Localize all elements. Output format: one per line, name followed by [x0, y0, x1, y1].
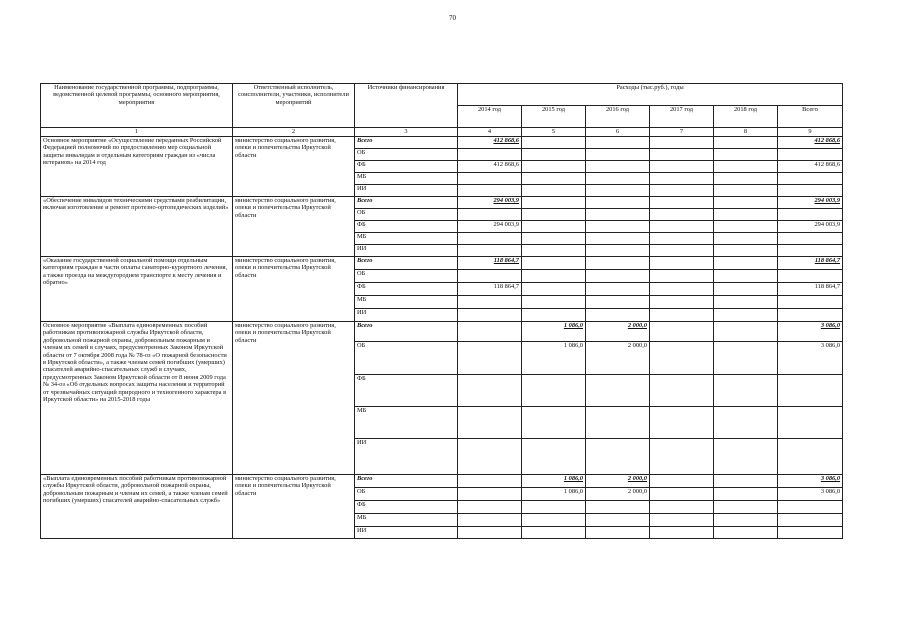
funding-source: МБ — [355, 233, 458, 245]
value-cell — [458, 173, 522, 185]
value-cell — [714, 233, 778, 245]
column-number: 8 — [714, 128, 778, 137]
value-cell — [522, 161, 586, 173]
value-cell — [458, 322, 522, 342]
header-total: Всего — [778, 106, 843, 128]
financing-table — [40, 83, 843, 539]
total-cell: 118 864,7 — [778, 283, 843, 296]
total-cell — [778, 375, 843, 407]
header-source: Источники финансирования — [355, 84, 458, 128]
funding-source: ФБ — [355, 501, 458, 514]
value-cell — [522, 173, 586, 185]
total-cell: 3 086,0 — [778, 322, 843, 342]
value-cell — [458, 407, 522, 439]
funding-source: ОБ — [355, 149, 458, 161]
value-cell — [458, 439, 522, 475]
column-number: 7 — [650, 128, 714, 137]
table-row — [41, 197, 843, 209]
value-cell: 2 000,0 — [586, 475, 650, 488]
value-cell — [650, 407, 714, 439]
row-executor: министерство социального развития, опеки и попечительства Иркутской области — [233, 197, 355, 257]
funding-source: МБ — [355, 173, 458, 185]
funding-source: Всего — [355, 137, 458, 149]
value-cell: 1 086,0 — [522, 475, 586, 488]
header-expenses: Расходы (тыс.руб.), годы — [458, 84, 843, 106]
value-cell — [522, 407, 586, 439]
total-cell — [778, 407, 843, 439]
value-cell — [650, 475, 714, 488]
total-cell: 412 868,6 — [778, 137, 843, 149]
row-executor: министерство социального развития, опеки и попечительства Иркутской области — [233, 257, 355, 322]
value-cell — [458, 501, 522, 514]
header-year: 2015 год — [522, 106, 586, 128]
value-cell — [586, 296, 650, 309]
value-cell — [714, 185, 778, 197]
value-cell — [522, 197, 586, 209]
funding-source: ИИ — [355, 185, 458, 197]
total-cell: 294 003,9 — [778, 197, 843, 209]
funding-source: ОБ — [355, 488, 458, 501]
total-cell — [778, 149, 843, 161]
column-number: 5 — [522, 128, 586, 137]
header-executor: Ответственный исполнитель, соисполнители, участники, исполнители мероприятий — [233, 84, 355, 128]
value-cell — [522, 309, 586, 322]
value-cell — [522, 221, 586, 233]
value-cell — [522, 375, 586, 407]
total-cell — [778, 296, 843, 309]
value-cell — [586, 527, 650, 539]
value-cell — [714, 309, 778, 322]
header-year: 2014 год — [458, 106, 522, 128]
table-row — [41, 257, 843, 270]
total-cell — [778, 270, 843, 283]
funding-source: МБ — [355, 407, 458, 439]
funding-source: Всего — [355, 475, 458, 488]
row-executor: министерство социального развития, опеки и попечительства Иркутской области — [233, 475, 355, 539]
value-cell — [458, 296, 522, 309]
value-cell — [586, 173, 650, 185]
column-number: 6 — [586, 128, 650, 137]
value-cell — [714, 245, 778, 257]
value-cell — [586, 221, 650, 233]
funding-source: Всего — [355, 197, 458, 209]
value-cell — [458, 233, 522, 245]
funding-source: МБ — [355, 514, 458, 527]
value-cell — [586, 185, 650, 197]
value-cell: 1 086,0 — [522, 322, 586, 342]
value-cell — [714, 501, 778, 514]
value-cell — [522, 233, 586, 245]
column-number: 3 — [355, 128, 458, 137]
header-name: Наименование государственной программы, подпрограммы, ведомственной целевой программы, основного мероприятия, мероприятия — [41, 84, 233, 128]
value-cell — [586, 514, 650, 527]
value-cell — [650, 283, 714, 296]
value-cell — [586, 375, 650, 407]
value-cell — [650, 488, 714, 501]
total-cell: 3 086,0 — [778, 475, 843, 488]
page-number: 70 — [449, 14, 456, 22]
value-cell: 118 864,7 — [458, 257, 522, 270]
value-cell: 412 868,6 — [458, 137, 522, 149]
row-name: Основное мероприятие «Осуществление переданных Российской Федерацией полномочий по предоставлению мер социальной защиты инвалидам и отдельным категориям граждан из «числа ветеранов» на 2014 год — [41, 137, 233, 197]
value-cell: 118 864,7 — [458, 283, 522, 296]
value-cell — [650, 173, 714, 185]
total-cell — [778, 233, 843, 245]
column-number: 2 — [233, 128, 355, 137]
table-row — [41, 137, 843, 149]
value-cell — [522, 514, 586, 527]
value-cell — [458, 488, 522, 501]
value-cell — [586, 137, 650, 149]
value-cell — [650, 137, 714, 149]
value-cell — [458, 375, 522, 407]
value-cell: 412 868,6 — [458, 161, 522, 173]
row-executor: министерство социального развития, опеки и попечительства Иркутской области — [233, 322, 355, 475]
funding-source: ФБ — [355, 375, 458, 407]
value-cell — [522, 439, 586, 475]
header-year: 2017 год — [650, 106, 714, 128]
funding-source: ФБ — [355, 161, 458, 173]
column-number: 4 — [458, 128, 522, 137]
value-cell — [650, 309, 714, 322]
total-cell: 3 086,0 — [778, 342, 843, 375]
table-row — [41, 322, 843, 342]
funding-source: ФБ — [355, 221, 458, 233]
value-cell — [714, 197, 778, 209]
value-cell — [650, 501, 714, 514]
value-cell — [458, 185, 522, 197]
value-cell — [714, 407, 778, 439]
total-cell — [778, 309, 843, 322]
value-cell — [714, 488, 778, 501]
value-cell — [522, 527, 586, 539]
total-cell: 294 003,9 — [778, 221, 843, 233]
value-cell — [522, 270, 586, 283]
value-cell — [458, 245, 522, 257]
value-cell — [458, 149, 522, 161]
value-cell — [522, 149, 586, 161]
value-cell — [714, 322, 778, 342]
value-cell — [714, 221, 778, 233]
value-cell — [586, 283, 650, 296]
value-cell — [586, 233, 650, 245]
header-year: 2016 год — [586, 106, 650, 128]
value-cell — [522, 283, 586, 296]
total-cell — [778, 439, 843, 475]
value-cell: 2 000,0 — [586, 342, 650, 375]
value-cell — [458, 475, 522, 488]
value-cell — [586, 407, 650, 439]
total-cell: 412 868,6 — [778, 161, 843, 173]
row-name: «Обеспечение инвалидов техническими средствами реабилитации, включая изготовление и ремонт протезно-ортопедических изделий» — [41, 197, 233, 257]
total-cell — [778, 209, 843, 221]
value-cell — [650, 514, 714, 527]
row-name: «Оказание государственной социальной помощи отдельным категориям граждан в части оплаты санаторно-курортного лечения, а также проезда на междугороднем транспорте к месту лечения и обратно» — [41, 257, 233, 322]
funding-source: ИИ — [355, 527, 458, 539]
value-cell — [650, 245, 714, 257]
row-name: Основное мероприятие «Выплата единовременных пособий работникам противопожарной службы Иркутской области, добровольной пожарной охраны, добровольным пожарным и членам их семей в случаях, предусмотренных Законом Иркутской области от 7 октября 2008 года № 78-оз «О пожарной безопасности в Иркутской области», а также членам семей погибших (умерших) спасателей аварийно-спасательных служб в случаях, предусмотренных Законом Иркутской области от 8 июня 2009 года № 34-оз «Об отдельных вопросах защиты населения и территорий от чрезвычайных ситуаций природного и техногенного характера в Иркутской области» на 2015-2018 годы — [41, 322, 233, 475]
value-cell — [522, 209, 586, 221]
value-cell — [586, 209, 650, 221]
value-cell — [522, 185, 586, 197]
table-row — [41, 475, 843, 488]
value-cell — [714, 149, 778, 161]
value-cell — [714, 439, 778, 475]
value-cell — [650, 257, 714, 270]
value-cell — [650, 375, 714, 407]
total-cell — [778, 173, 843, 185]
value-cell — [522, 257, 586, 270]
value-cell: 1 086,0 — [522, 342, 586, 375]
value-cell — [522, 137, 586, 149]
value-cell — [714, 296, 778, 309]
value-cell — [650, 270, 714, 283]
value-cell — [586, 309, 650, 322]
value-cell — [650, 149, 714, 161]
value-cell — [650, 233, 714, 245]
value-cell — [650, 197, 714, 209]
value-cell — [586, 149, 650, 161]
funding-source: ОБ — [355, 209, 458, 221]
total-cell — [778, 514, 843, 527]
value-cell — [586, 161, 650, 173]
value-cell — [650, 221, 714, 233]
total-cell: 3 086,0 — [778, 488, 843, 501]
value-cell — [650, 527, 714, 539]
value-cell — [586, 439, 650, 475]
funding-source: Всего — [355, 257, 458, 270]
funding-source: ОБ — [355, 342, 458, 375]
value-cell — [714, 161, 778, 173]
funding-source: ОБ — [355, 270, 458, 283]
value-cell: 294 003,9 — [458, 221, 522, 233]
value-cell — [522, 296, 586, 309]
value-cell — [522, 501, 586, 514]
value-cell — [586, 245, 650, 257]
funding-source: ИИ — [355, 245, 458, 257]
value-cell — [458, 514, 522, 527]
column-number: 9 — [778, 128, 843, 137]
total-cell — [778, 185, 843, 197]
value-cell — [714, 527, 778, 539]
total-cell — [778, 245, 843, 257]
value-cell — [586, 257, 650, 270]
value-cell — [714, 283, 778, 296]
value-cell — [458, 527, 522, 539]
value-cell — [650, 161, 714, 173]
value-cell — [714, 209, 778, 221]
value-cell — [650, 209, 714, 221]
value-cell — [714, 514, 778, 527]
value-cell — [650, 296, 714, 309]
funding-source: Всего — [355, 322, 458, 342]
value-cell — [714, 375, 778, 407]
funding-source: ИИ — [355, 309, 458, 322]
value-cell — [458, 309, 522, 322]
total-cell: 118 864,7 — [778, 257, 843, 270]
value-cell — [714, 173, 778, 185]
row-executor: министерство социального развития, опеки и попечительства Иркутской области — [233, 137, 355, 197]
row-name: «Выплата единовременных пособий работникам противопожарной службы Иркутской области, добровольной пожарной охраны, добровольным пожарным и членам их семей, а также членам семей погибших (умерших) спасателей аварийно-спасательных служб» — [41, 475, 233, 539]
value-cell — [586, 501, 650, 514]
value-cell: 1 086,0 — [522, 488, 586, 501]
total-cell — [778, 527, 843, 539]
value-cell: 2 000,0 — [586, 488, 650, 501]
total-cell — [778, 501, 843, 514]
value-cell: 294 003,9 — [458, 197, 522, 209]
funding-source: МБ — [355, 296, 458, 309]
value-cell — [650, 322, 714, 342]
header-year: 2018 год — [714, 106, 778, 128]
value-cell: 2 000,0 — [586, 322, 650, 342]
value-cell — [714, 257, 778, 270]
value-cell — [650, 342, 714, 375]
column-number: 1 — [41, 128, 233, 137]
value-cell — [458, 342, 522, 375]
value-cell — [458, 209, 522, 221]
value-cell — [522, 245, 586, 257]
value-cell — [714, 342, 778, 375]
value-cell — [714, 137, 778, 149]
funding-source: ФБ — [355, 283, 458, 296]
value-cell — [458, 270, 522, 283]
funding-source: ИИ — [355, 439, 458, 475]
value-cell — [714, 475, 778, 488]
value-cell — [650, 185, 714, 197]
value-cell — [714, 270, 778, 283]
value-cell — [586, 197, 650, 209]
value-cell — [586, 270, 650, 283]
value-cell — [650, 439, 714, 475]
